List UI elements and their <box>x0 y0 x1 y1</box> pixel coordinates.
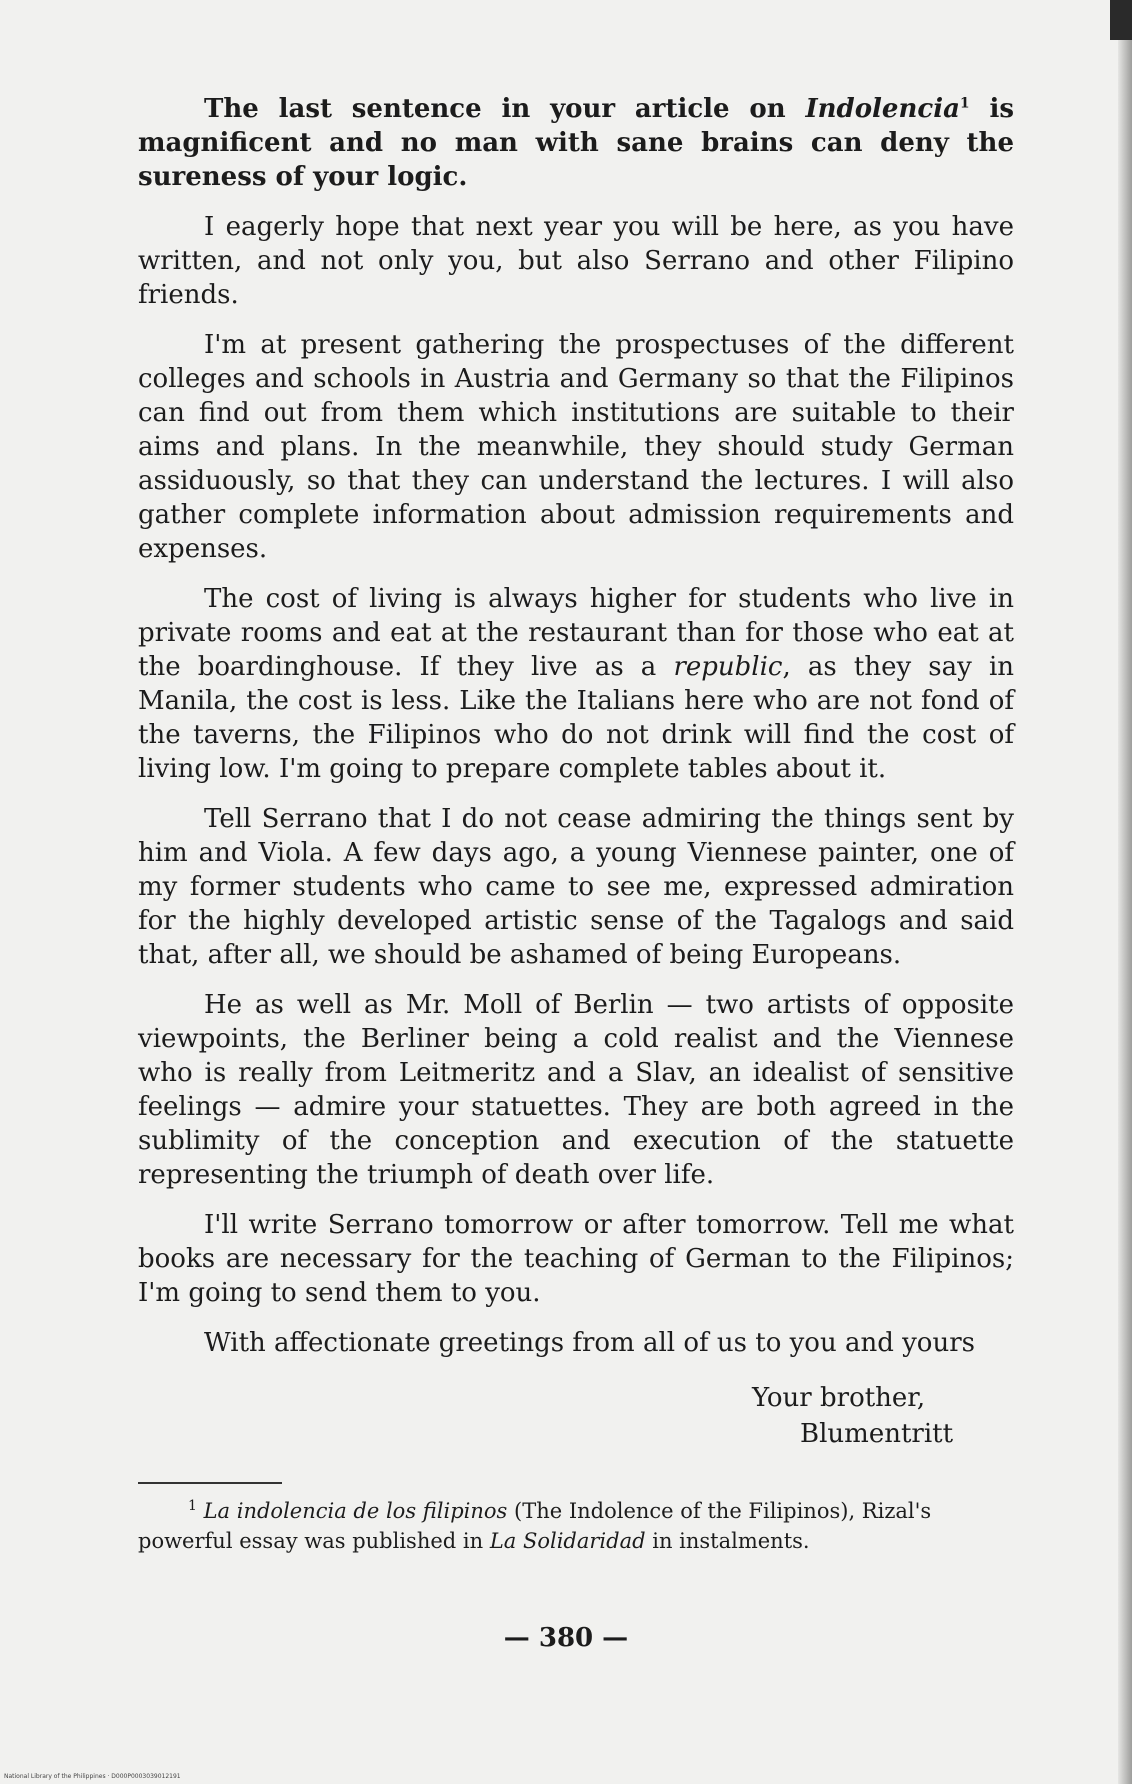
signature-name: Blumentritt <box>800 1419 954 1449</box>
letter-paragraph-7: I'll write Serrano tomorrow or after tomorrow. Tell me what books are necessary for the teaching of German to the Filipinos; I'm going to send them to you. <box>138 1210 1014 1308</box>
footnote-marker: 1 <box>959 95 970 112</box>
paragraph-text: is magnificent and no man with sane brains can deny the sureness of your logic. <box>138 94 1014 192</box>
article-title: Indolencia <box>805 94 960 124</box>
footnote <box>138 1496 1014 1556</box>
footnote-essay-title: La indolencia de los filipinos <box>203 1499 508 1523</box>
scan-credit: National Library of the Philippines · D000P0003039012191 <box>4 1773 181 1780</box>
letter-paragraph-6: He as well as Mr. Moll of Berlin — two artists of opposite viewpoints, the Berliner being a cold realist and the Viennese who is really from Leitmeritz and a Slav, an idealist of sensitive feelings — admire your statuettes. They are both agreed in the sublimity of the conception and execution of the statuette representing the triumph of death over life. <box>138 990 1014 1190</box>
footnote-text: in instalments. <box>645 1529 810 1553</box>
footnote-text: (The Indolence of the Filipinos), Rizal's powerful essay was published in <box>138 1499 932 1553</box>
letter-paragraph-8: With affectionate greetings from all of us to you and yours <box>204 1328 975 1358</box>
paragraph-text: The cost of living is always higher for students who live in private rooms and eat at the restaurant than for those who eat at the boardinghouse. If they live as a <box>138 584 1014 682</box>
closing-phrase: Your brother, <box>752 1383 926 1413</box>
footnote-publication: La Solidaridad <box>489 1529 646 1553</box>
letter-page <box>138 92 1014 1577</box>
letter-paragraph-3: I'm at present gathering the prospectuses of the different colleges and schools in Austria and Germany so that the Filipinos can find out from them which institutions are suitable to their aims and plans. In the meanwhile, they should study German assiduously, so that they can understand the lectures. I will also gather complete information about admission requirements and expenses. <box>138 330 1014 564</box>
paragraph-text: , as they say in Manila, the cost is less. Like the Italians here who are not fond of the taverns, the Filipinos who do not drink will find the cost of living low. I'm going to prepare complete tables about it. <box>138 652 1015 784</box>
letter-paragraph-1 <box>138 92 1014 194</box>
page-edge-shadow <box>1118 0 1132 1784</box>
signature-block <box>138 1380 1014 1452</box>
paragraph-text: The last sentence in your article on <box>204 94 806 124</box>
footnote-divider <box>138 1482 282 1484</box>
page-edge-corner <box>1110 0 1132 40</box>
page-number: — 380 — <box>503 1623 629 1653</box>
italic-term: republic <box>673 652 783 682</box>
letter-paragraph-5: Tell Serrano that I do not cease admiring the things sent by him and Viola. A few days ago, a young Viennese painter, one of my former students who came to see me, expressed admiration for the highly developed artistic sense of the Tagalogs and said that, after all, we should be ashamed of being Europeans. <box>138 804 1014 970</box>
letter-paragraph-4 <box>138 582 1014 786</box>
letter-paragraph-2: I eagerly hope that next year you will be here, as you have written, and not only you, but also Serrano and other Filipino friends. <box>138 212 1014 310</box>
footnote-number: 1 <box>188 1498 197 1514</box>
